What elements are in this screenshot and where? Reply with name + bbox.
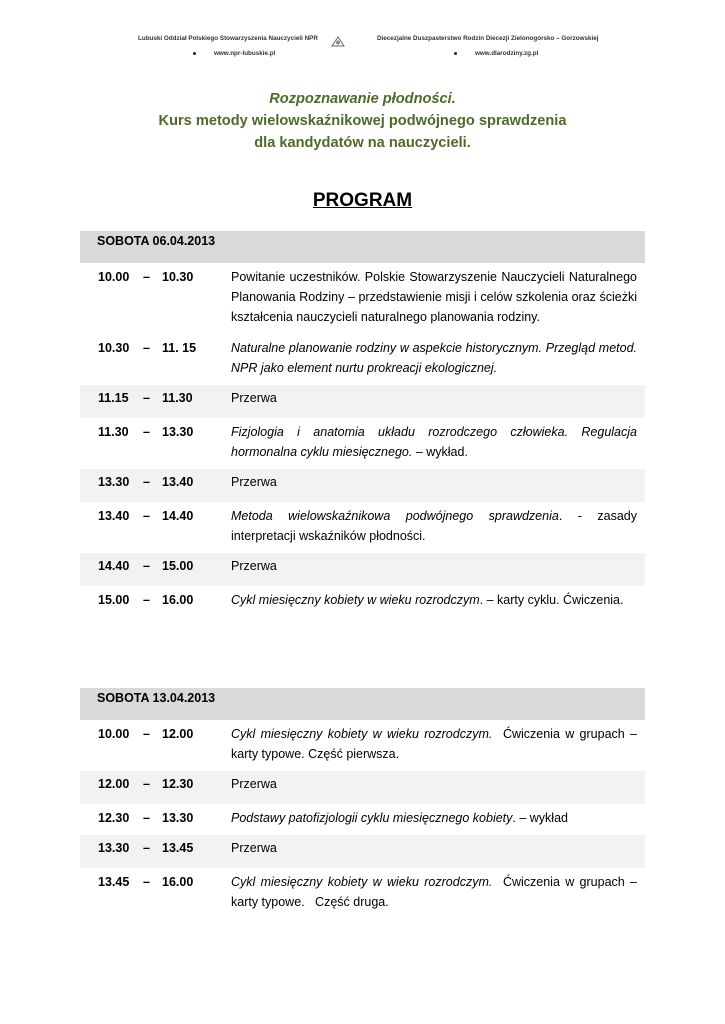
time-end: 13.30: [162, 425, 194, 439]
session-time: [80, 388, 231, 408]
session-note: Przerwa: [231, 559, 277, 573]
schedule-row-break: [80, 385, 645, 418]
title-line-2: Kurs metody wielowskaźnikowej podwójnego sprawdzenia: [158, 113, 567, 129]
session-description: [231, 556, 645, 576]
session-description: [231, 724, 645, 764]
header-right: [377, 35, 599, 57]
session-time: [80, 590, 231, 610]
emblem-icon: [331, 35, 345, 47]
session-topic: Metoda wielowskaźnikowa podwójnego sprawdzenia: [231, 509, 559, 523]
time-start: 13.30: [98, 475, 130, 489]
time-separator: –: [143, 425, 150, 439]
session-time: [80, 472, 231, 492]
session-description: [231, 872, 645, 912]
session-description: [231, 267, 645, 327]
session-topic: Fizjologia i anatomia układu rozrodczego człowieka. Regulacja hormonalna cyklu miesięcznego.: [231, 425, 637, 459]
schedule-row: [80, 868, 645, 919]
session-topic: Cykl miesięczny kobiety w wieku rozrodczym: [231, 593, 480, 607]
time-end: 11.30: [162, 391, 193, 405]
time-separator: –: [143, 270, 150, 284]
time-separator: –: [143, 727, 150, 741]
time-separator: –: [143, 593, 150, 607]
session-description: [231, 774, 645, 794]
session-time: [80, 506, 231, 546]
session-note: Przerwa: [231, 841, 277, 855]
header-left: [138, 35, 318, 57]
header-left-url[interactable]: www.npr-lubuskie.pl: [214, 50, 276, 57]
schedule-row: [80, 334, 645, 385]
time-start: 10.30: [98, 341, 130, 355]
time-start: 10.00: [98, 727, 130, 741]
session-note: Powitanie uczestników. Polskie Stowarzyszenie Nauczycieli Naturalnego Planowania Rodziny – przedstawienie misji i celów szkolenia oraz ścieżki kształcenia nauczycieli naturalnego planowania rodziny.: [231, 270, 641, 324]
session-note: Przerwa: [231, 777, 277, 791]
time-end: 11. 15: [162, 341, 197, 355]
session-time: [80, 808, 231, 828]
schedule-row: [80, 804, 645, 835]
page-header: [0, 30, 725, 66]
time-separator: –: [143, 875, 150, 889]
day-header: SOBOTA 06.04.2013: [80, 231, 645, 263]
bullet-icon: [454, 52, 457, 55]
title-line-3: dla kandydatów na nauczycieli.: [254, 135, 471, 151]
session-topic: Cykl miesięczny kobiety w wieku rozrodczym.: [231, 875, 493, 889]
session-topic: Naturalne planowanie rodziny w aspekcie historycznym. Przegląd metod. NPR jako element nurtu prokreacji ekologicznej.: [231, 341, 637, 375]
session-description: [231, 808, 645, 828]
time-start: 12.30: [98, 811, 130, 825]
session-time: [80, 774, 231, 794]
time-start: 12.00: [98, 777, 130, 791]
time-end: 12.00: [162, 727, 194, 741]
session-time: [80, 338, 231, 378]
time-end: 16.00: [162, 875, 194, 889]
time-start: 11.15: [98, 391, 129, 405]
session-description: [231, 388, 645, 408]
session-time: [80, 724, 231, 764]
schedule-row: [80, 586, 645, 617]
bullet-icon: [193, 52, 196, 55]
session-description: [231, 506, 645, 546]
header-right-url[interactable]: www.dlarodziny.zg.pl: [475, 50, 539, 57]
time-separator: –: [143, 341, 150, 355]
time-separator: –: [143, 811, 150, 825]
time-separator: –: [143, 509, 150, 523]
session-note: Ćwiczenia w grupach – karty typowe. Część pierwsza.: [231, 727, 641, 761]
session-note: . – wykład: [512, 811, 568, 825]
session-description: [231, 338, 645, 378]
session-note: Przerwa: [231, 391, 277, 405]
time-start: 11.30: [98, 425, 129, 439]
header-right-org: Diecezjalne Duszpasterstwo Rodzin Diecezji Zielonogórsko – Gorzowskiej: [377, 35, 599, 42]
schedule-row-break: [80, 553, 645, 586]
time-end: 15.00: [162, 559, 194, 573]
session-note: . - zasady interpretacji wskaźników płodności.: [231, 509, 641, 543]
time-end: 10.30: [162, 270, 194, 284]
time-end: 14.40: [162, 509, 194, 523]
day-section: [80, 231, 645, 617]
course-title: [0, 88, 725, 154]
time-end: 13.45: [162, 841, 194, 855]
schedule-row: [80, 720, 645, 771]
session-topic: Podstawy patofizjologii cyklu miesięcznego kobiety: [231, 811, 513, 825]
time-end: 16.00: [162, 593, 194, 607]
session-time: [80, 838, 231, 858]
session-time: [80, 872, 231, 912]
time-end: 12.30: [162, 777, 194, 791]
time-end: 13.40: [162, 475, 194, 489]
time-separator: –: [143, 391, 150, 405]
time-separator: –: [143, 475, 150, 489]
session-topic: Cykl miesięczny kobiety w wieku rozrodczym.: [231, 727, 493, 741]
time-start: 13.40: [98, 509, 130, 523]
header-left-org: Lubuski Oddział Polskiego Stowarzyszenia Nauczycieli NPR: [138, 35, 318, 42]
session-description: [231, 422, 645, 462]
session-description: [231, 838, 645, 858]
time-start: 14.40: [98, 559, 130, 573]
schedule-row-break: [80, 835, 645, 868]
time-separator: –: [143, 841, 150, 855]
day-header: SOBOTA 13.04.2013: [80, 688, 645, 720]
schedule-row-break: [80, 469, 645, 502]
session-time: [80, 556, 231, 576]
time-separator: –: [143, 777, 150, 791]
time-separator: –: [143, 559, 150, 573]
time-start: 10.00: [98, 270, 130, 284]
time-start: 13.45: [98, 875, 130, 889]
schedule-row: [80, 502, 645, 553]
session-description: [231, 472, 645, 492]
program-heading: PROGRAM: [312, 190, 413, 211]
title-line-1: Rozpoznawanie płodności.: [269, 91, 456, 107]
session-time: [80, 422, 231, 462]
session-description: [231, 590, 645, 610]
session-note: Przerwa: [231, 475, 277, 489]
session-note: – wykład.: [412, 445, 468, 459]
schedule-row-break: [80, 771, 645, 804]
session-note: . – karty cyklu. Ćwiczenia.: [479, 593, 624, 607]
time-start: 15.00: [98, 593, 130, 607]
session-time: [80, 267, 231, 327]
schedule-row: [80, 263, 645, 334]
day-section: [80, 688, 645, 919]
time-start: 13.30: [98, 841, 130, 855]
time-end: 13.30: [162, 811, 194, 825]
session-note: Ćwiczenia w grupach – karty typowe. Część druga.: [231, 875, 641, 909]
schedule-row: [80, 418, 645, 469]
